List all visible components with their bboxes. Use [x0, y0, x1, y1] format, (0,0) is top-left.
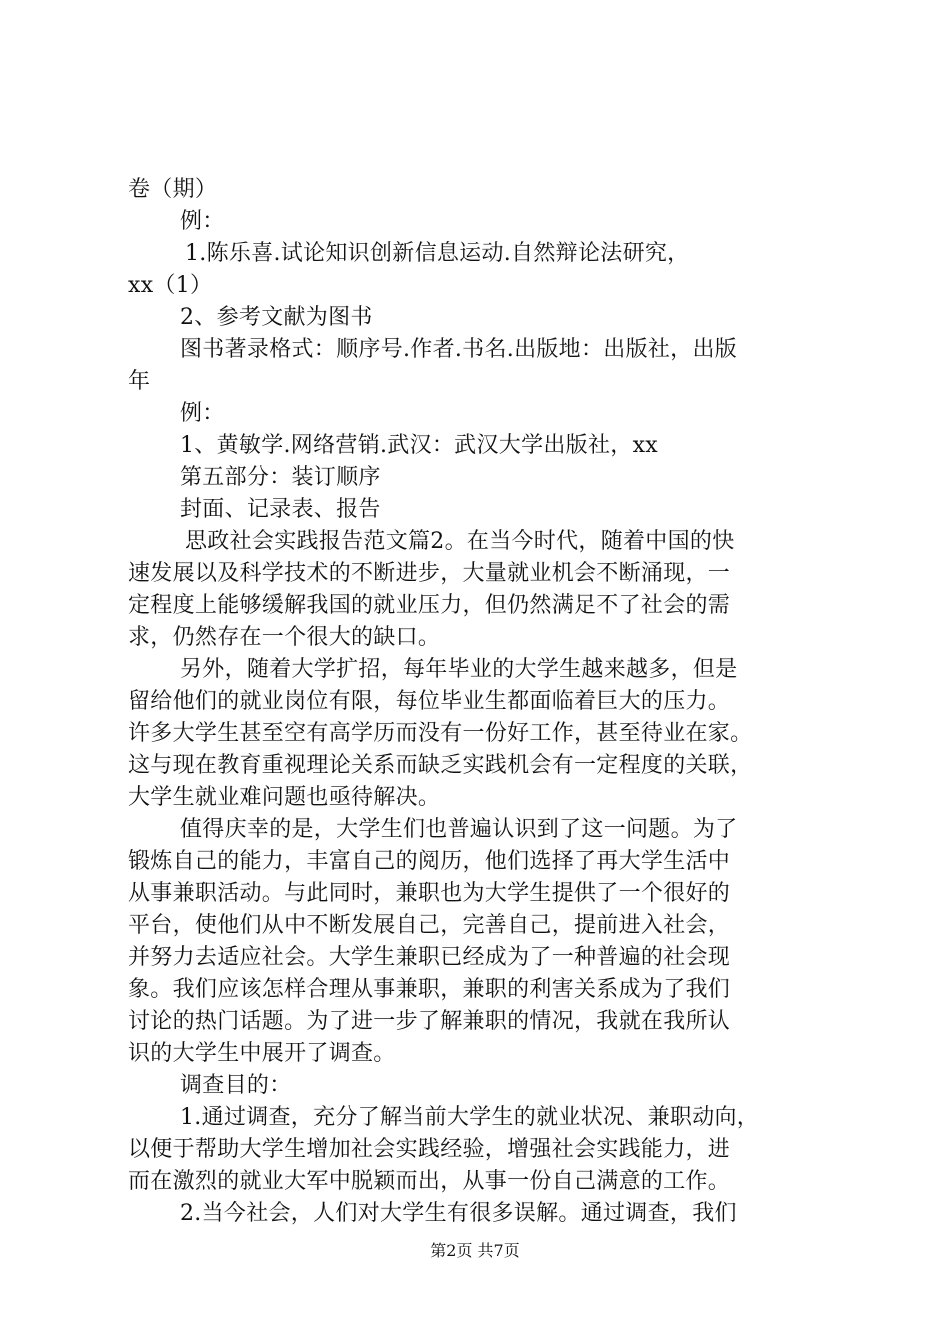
text-line: xx（1） — [128, 273, 213, 298]
document-body — [128, 174, 833, 1230]
text-line: 象。我们应该怎样合理从事兼职，兼职的利害关系成为了我们 — [128, 977, 731, 1002]
text-line: 卷（期） — [128, 177, 218, 202]
text-line: 以便于帮助大学生增加社会实践经验，增强社会实践能力，进 — [128, 1137, 731, 1162]
text-line: 讨论的热门话题。为了进一步了解兼职的情况，我就在我所认 — [128, 1009, 731, 1034]
text-line: 调查目的： — [180, 1073, 292, 1098]
text-line: 思政社会实践报告范文篇2。在当今时代，随着中国的快 — [185, 529, 735, 554]
text-line: 图书著录格式：顺序号.作者.书名.出版地：出版社，出版 — [180, 337, 738, 362]
text-line: 另外，随着大学扩招，每年毕业的大学生越来越多，但是 — [180, 657, 738, 682]
text-line: 例： — [180, 209, 225, 234]
text-line: 求，仍然存在一个很大的缺口。 — [128, 625, 441, 650]
text-line: 留给他们的就业岗位有限，每位毕业生都面临着巨大的压力。 — [128, 689, 731, 714]
text-line: 这与现在教育重视理论关系而缺乏实践机会有一定程度的关联， — [128, 753, 753, 778]
text-line: 并努力去适应社会。大学生兼职已经成为了一种普遍的社会现 — [128, 945, 731, 970]
text-line: 许多大学生甚至空有高学历而没有一份好工作，甚至待业在家。 — [128, 721, 753, 746]
text-line: 速发展以及科学技术的不断进步，大量就业机会不断涌现，一 — [128, 561, 731, 586]
text-line: 识的大学生中展开了调查。 — [128, 1041, 396, 1066]
text-line: 2、参考文献为图书 — [180, 305, 373, 330]
page-footer: 第2页 共7页 — [430, 1241, 520, 1260]
text-line: 定程度上能够缓解我国的就业压力，但仍然满足不了社会的需 — [128, 593, 731, 618]
text-line: 第五部分：装订顺序 — [180, 465, 381, 490]
text-line: 年 — [128, 369, 151, 394]
text-line: 值得庆幸的是，大学生们也普遍认识到了这一问题。为了 — [180, 817, 738, 842]
text-line: 锻炼自己的能力，丰富自己的阅历，他们选择了再大学生活中 — [128, 849, 731, 874]
text-line: 从事兼职活动。与此同时，兼职也为大学生提供了一个很好的 — [128, 881, 731, 906]
text-line: 1.通过调查，充分了解当前大学生的就业状况、兼职动向， — [180, 1105, 760, 1130]
text-line: 1、黄敏学.网络营销.武汉：武汉大学出版社，xx — [180, 433, 658, 458]
text-line: 大学生就业难问题也亟待解决。 — [128, 785, 441, 810]
text-line: 而在激烈的就业大军中脱颖而出，从事一份自己满意的工作。 — [128, 1169, 731, 1194]
text-line: 例： — [180, 401, 225, 426]
text-line: 封面、记录表、报告 — [180, 497, 381, 522]
text-line: 1.陈乐喜.试论知识创新信息运动.自然辩论法研究， — [185, 241, 690, 266]
text-line: 平台，使他们从中不断发展自己，完善自己，提前进入社会， — [128, 913, 731, 938]
text-line: 2.当今社会，人们对大学生有很多误解。通过调查，我们 — [180, 1201, 737, 1226]
